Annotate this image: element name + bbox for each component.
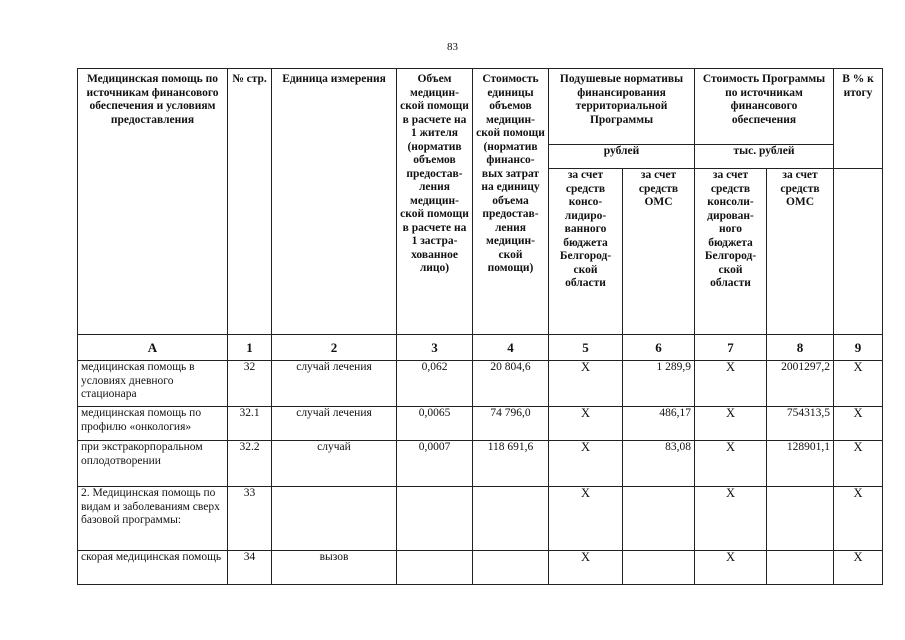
- row-name: медицинская помощь по профилю «онкология»: [78, 407, 228, 441]
- row-col7: Х: [695, 407, 767, 441]
- table-row: [78, 361, 883, 407]
- header-percent-blank: [834, 169, 883, 335]
- header-cost: Стоимость единицы объемов медицин-ской помощи (норматив финансо-вых затрат на единицу объема предостав-ления медицин-ской помощи): [473, 69, 549, 335]
- column-letters-row: [78, 335, 883, 361]
- table-row: [78, 441, 883, 487]
- row-cost: 74 796,0: [473, 407, 549, 441]
- row-col5: Х: [549, 361, 623, 407]
- column-letter: 6: [623, 335, 695, 361]
- table-row: [78, 551, 883, 585]
- row-col5: Х: [549, 487, 623, 551]
- row-name: медицинская помощь в условиях дневного стационара: [78, 361, 228, 407]
- row-col5: Х: [549, 551, 623, 585]
- page-number: 83: [447, 41, 458, 53]
- row-name: 2. Медицинская помощь по видам и заболеваниям сверх базовой программы:: [78, 487, 228, 551]
- row-col9: Х: [834, 407, 883, 441]
- column-letter: А: [78, 335, 228, 361]
- row-volume: [397, 551, 473, 585]
- header-unit: Единица измерения: [272, 69, 397, 335]
- row-unit: случай лечения: [272, 361, 397, 407]
- row-col6: 486,17: [623, 407, 695, 441]
- row-col6: 1 289,9: [623, 361, 695, 407]
- row-col6: [623, 551, 695, 585]
- row-unit: вызов: [272, 551, 397, 585]
- row-col9: Х: [834, 487, 883, 551]
- row-col5: Х: [549, 407, 623, 441]
- row-col6: [623, 487, 695, 551]
- row-line-number: 33: [228, 487, 272, 551]
- header-unit-thousand-rubles: тыс. рублей: [695, 145, 834, 169]
- row-name: при экстракорпоральном оплодотворении: [78, 441, 228, 487]
- row-cost: 118 691,6: [473, 441, 549, 487]
- header-percent: В % к итогу: [834, 69, 883, 169]
- row-col7: Х: [695, 361, 767, 407]
- row-cost: [473, 487, 549, 551]
- header-oms-6: за счет средств ОМС: [623, 169, 695, 335]
- header-row-1: [78, 69, 883, 145]
- row-col8: [767, 487, 834, 551]
- row-volume: 0,0007: [397, 441, 473, 487]
- row-line-number: 32: [228, 361, 272, 407]
- financing-table: [77, 68, 883, 585]
- header-budget-7: за счет средств консоли-дирован-ного бюджета Белгород-ской области: [695, 169, 767, 335]
- row-line-number: 32.2: [228, 441, 272, 487]
- row-col8: [767, 551, 834, 585]
- column-letter: 7: [695, 335, 767, 361]
- row-unit: случай лечения: [272, 407, 397, 441]
- row-cost: [473, 551, 549, 585]
- header-oms-8: за счет средств ОМС: [767, 169, 834, 335]
- row-col9: Х: [834, 441, 883, 487]
- header-volume: Объем медицин-ской помощи в расчете на 1 жителя (норматив объемов предостав-ления медицин-ской помощи в расчете на 1 застра-хованное лицо): [397, 69, 473, 335]
- table-row: [78, 407, 883, 441]
- row-line-number: 34: [228, 551, 272, 585]
- row-col6: 83,08: [623, 441, 695, 487]
- row-col5: Х: [549, 441, 623, 487]
- header-medical-help: Медицинская помощь по источникам финансового обеспечения и условиям предоставления: [78, 69, 228, 335]
- row-unit: случай: [272, 441, 397, 487]
- column-letter: 3: [397, 335, 473, 361]
- row-col7: Х: [695, 487, 767, 551]
- column-letter: 9: [834, 335, 883, 361]
- column-letter: 2: [272, 335, 397, 361]
- row-name: скорая медицинская помощь: [78, 551, 228, 585]
- row-col8: 128901,1: [767, 441, 834, 487]
- row-line-number: 32.1: [228, 407, 272, 441]
- row-unit: [272, 487, 397, 551]
- header-line-number: № стр.: [228, 69, 272, 335]
- column-letter: 1: [228, 335, 272, 361]
- row-volume: 0,0065: [397, 407, 473, 441]
- column-letter: 5: [549, 335, 623, 361]
- row-col7: Х: [695, 551, 767, 585]
- row-col7: Х: [695, 441, 767, 487]
- row-col9: Х: [834, 361, 883, 407]
- header-budget-5: за счет средств консо-лидиро-ванного бюджета Белгород-ской области: [549, 169, 623, 335]
- column-letter: 8: [767, 335, 834, 361]
- table-row: [78, 487, 883, 551]
- row-volume: 0,062: [397, 361, 473, 407]
- row-col9: Х: [834, 551, 883, 585]
- row-col8: 2001297,2: [767, 361, 834, 407]
- row-col8: 754313,5: [767, 407, 834, 441]
- header-unit-rubles: рублей: [549, 145, 695, 169]
- column-letter: 4: [473, 335, 549, 361]
- header-program-cost-group: Стоимость Программы по источникам финансового обеспечения: [695, 69, 834, 145]
- row-volume: [397, 487, 473, 551]
- header-per-capita-group: Подушевые нормативы финансирования территориальной Программы: [549, 69, 695, 145]
- row-cost: 20 804,6: [473, 361, 549, 407]
